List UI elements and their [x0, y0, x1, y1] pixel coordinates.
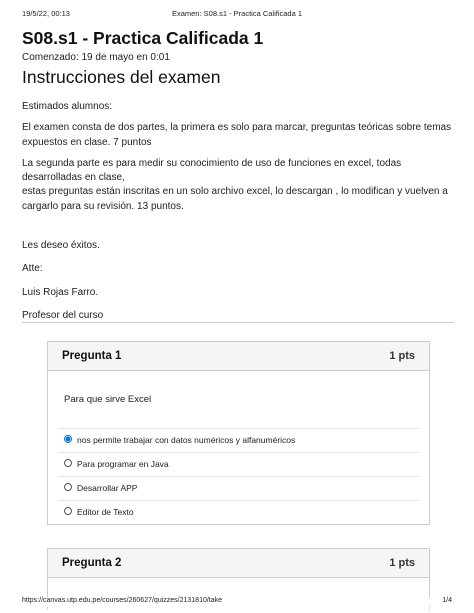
print-footer [22, 597, 452, 607]
page-title: S08.s1 - Practica Calificada 1 [22, 28, 264, 48]
instruction-paragraph: El examen consta de dos partes, la primera es solo para marcar, preguntas teóricas sobre temas expuestos en clase. 7 puntos [22, 122, 452, 148]
answer-option[interactable] [58, 452, 419, 476]
question-text: Para que sirve Excel [64, 394, 152, 405]
teacher-name: Luis Rojas Farro. [22, 286, 99, 298]
answer-option[interactable] [58, 428, 419, 452]
question-header [48, 549, 429, 578]
instruction-paragraph: estas preguntas están inscritas en un solo archivo excel, lo descargan , lo modifican y vuelven a cargarlo para su revisión. 13 puntos. [22, 186, 448, 212]
page-number: 1/4 [442, 597, 452, 604]
question-name: Pregunta 1 [62, 350, 122, 362]
radio-icon[interactable] [64, 507, 72, 515]
teacher-role: Profesor del curso [22, 309, 104, 321]
greeting: Estimados alumnos: [22, 101, 113, 112]
instructions-body [22, 100, 452, 323]
question-points: 1 pts [389, 557, 415, 569]
answer-label: Desarrollar APP [77, 483, 138, 493]
radio-icon[interactable] [64, 459, 72, 467]
question-1 [47, 341, 430, 525]
page-url: https://canvas.utp.edu.pe/courses/260627/quizzes/2131810/take [22, 597, 223, 604]
question-name: Pregunta 2 [62, 557, 122, 569]
question-points: 1 pts [389, 350, 415, 362]
answer-label: Para programar en Java [77, 459, 169, 469]
print-header [22, 9, 452, 21]
radio-icon[interactable] [64, 483, 72, 491]
question-header [48, 342, 429, 371]
answer-label: nos permite trabajar con datos numéricos y alfanuméricos [77, 435, 296, 445]
radio-selected-icon[interactable] [64, 435, 72, 443]
print-title: Examen: S08.s1 - Practica Calificada 1 [171, 9, 303, 18]
signoff: Atte: [22, 263, 43, 275]
closing-wish: Les deseo éxitos. [22, 240, 100, 252]
instruction-paragraph: La segunda parte es para medir su conocimiento de uso de funciones en excel, todas desarrolladas en clase, [22, 157, 402, 184]
answer-label: Editor de Texto [77, 507, 134, 517]
instructions-heading: Instrucciones del examen [22, 67, 221, 87]
answer-list [58, 428, 419, 524]
divider [22, 322, 454, 323]
print-date: 19/5/22, 00:13 [22, 9, 70, 18]
answer-option[interactable] [58, 476, 419, 500]
started-timestamp: Comenzado: 19 de mayo en 0:01 [22, 52, 170, 63]
answer-option[interactable] [58, 500, 419, 524]
